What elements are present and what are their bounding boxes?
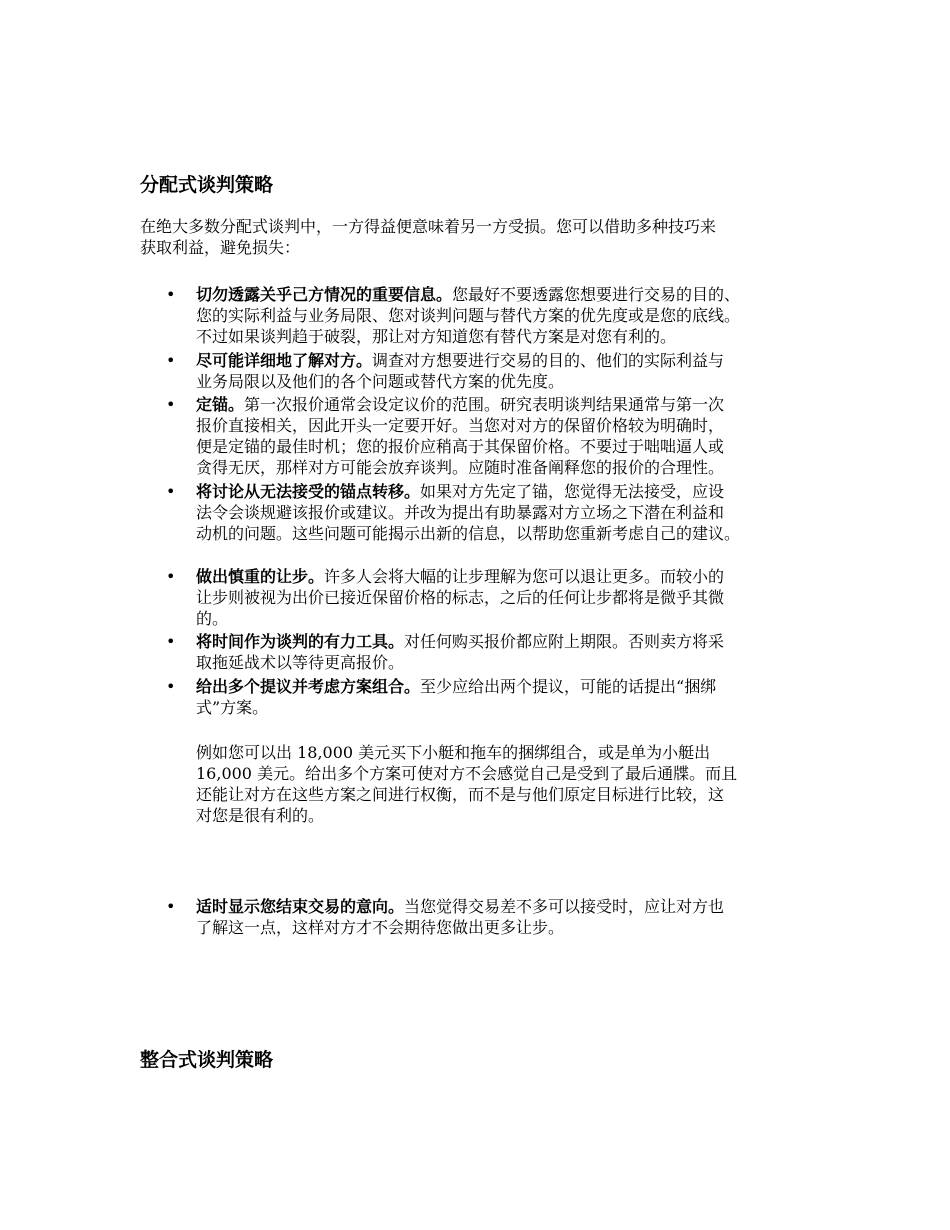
bullet-icon: • <box>166 897 176 916</box>
item-lead: 适时显示您结束交易的意向。 <box>196 897 405 916</box>
list-item-closing-intent <box>166 896 836 938</box>
item-text: 式”方案。 <box>196 698 269 717</box>
item-text: 贪得无厌，那样对方可能会放弃谈判。应随时准备阐释您的报价的合理性。 <box>196 458 725 477</box>
bullet-icon: • <box>166 677 176 696</box>
item-text: 第一次报价通常会设定议价的范围。研究表明谈判结果通常与第一次 <box>244 395 725 414</box>
intro-line: 在绝大多数分配式谈判中，一方得益便意味着另一方受损。您可以借助多种技巧来 <box>140 217 717 236</box>
item-lead: 将时间作为谈判的有力工具。 <box>196 632 405 651</box>
section-title-distributive: 分配式谈判策略 <box>140 174 274 196</box>
bullet-icon: • <box>166 482 176 501</box>
item-text: 至少应给出两个提议，可能的话提出“捆绑 <box>420 677 717 696</box>
item-lead: 尽可能详细地了解对方。 <box>196 351 373 370</box>
bullet-icon: • <box>166 632 176 651</box>
list-item-shift-anchor <box>166 481 836 544</box>
item-text: 您最好不要透露您想要进行交易的目的、 <box>452 285 741 304</box>
list-item-multiple-offers <box>166 676 836 718</box>
item-text: 法令会谈规避该报价或建议。并改为提出有助暴露对方立场之下潜在利益和 <box>196 503 725 522</box>
list-item-learn-counterpart <box>166 350 836 392</box>
list-item-anchor <box>166 394 836 478</box>
item-lead: 切勿透露关乎己方情况的重要信息。 <box>196 285 453 304</box>
bullet-icon: • <box>166 567 176 586</box>
item-text: 不过如果谈判趋于破裂，那让对方知道您有替代方案是对您有利的。 <box>196 327 677 346</box>
example-line: 还能让对方在这些方案之间进行权衡，而不是与他们原定目标进行比较，这 <box>196 785 725 804</box>
item-text: 了解这一点，这样对方才不会期待您做出更多让步。 <box>196 918 565 937</box>
list-item-concessions <box>166 566 836 629</box>
list-item-time-tool <box>166 631 836 673</box>
intro-paragraph <box>140 216 820 258</box>
bullet-icon: • <box>166 395 176 414</box>
example-line: 16,000 美元。给出多个方案可使对方不会感觉自己是受到了最后通牒。而且 <box>196 764 738 783</box>
example-line: 对您是很有利的。 <box>196 806 325 825</box>
item-text: 动机的问题。这些问题可能揭示出新的信息，以帮助您重新考虑自己的建议。 <box>196 524 741 543</box>
item-text: 报价直接相关，因此开头一定要开好。当您对对方的保留价格较为明确时， <box>196 416 725 435</box>
item-text: 调查对方想要进行交易的目的、他们的实际利益与 <box>372 351 725 370</box>
item-lead: 做出慎重的让步。 <box>196 567 325 586</box>
item-lead: 给出多个提议并考虑方案组合。 <box>196 677 421 696</box>
bullet-icon: • <box>166 285 176 304</box>
intro-line: 获取利益，避免损失： <box>140 238 301 257</box>
example-paragraph <box>196 742 816 826</box>
item-text: 许多人会将大幅的让步理解为您可以退让更多。而较小的 <box>324 567 725 586</box>
item-text: 便是定锚的最佳时机；您的报价应稍高于其保留价格。不要过于咄咄逼人或 <box>196 437 725 456</box>
list-item-withhold-info <box>166 284 836 347</box>
item-text: 的。 <box>196 609 229 628</box>
item-text: 当您觉得交易差不多可以接受时，应让对方也 <box>404 897 725 916</box>
item-text: 业务局限以及他们的各个问题或替代方案的优先度。 <box>196 372 565 391</box>
item-text: 让步则被视为出价已接近保留价格的标志，之后的任何让步都将是微乎其微 <box>196 588 725 607</box>
item-lead: 将讨论从无法接受的锚点转移。 <box>196 482 421 501</box>
item-text: 如果对方先定了锚，您觉得无法接受，应设 <box>420 482 725 501</box>
section-title-integrative: 整合式谈判策略 <box>140 1049 274 1071</box>
example-line: 例如您可以出 18,000 美元买下小艇和拖车的捆绑组合，或是单为小艇出 <box>196 743 711 762</box>
item-text: 您的实际利益与业务局限、您对谈判问题与替代方案的优先度或是您的底线。 <box>196 306 741 325</box>
item-text: 取拖延战术以等待更高报价。 <box>196 653 405 672</box>
bullet-icon: • <box>166 351 176 370</box>
item-text: 对任何购买报价都应附上期限。否则卖方将采 <box>404 632 725 651</box>
item-lead: 定锚。 <box>196 395 245 414</box>
